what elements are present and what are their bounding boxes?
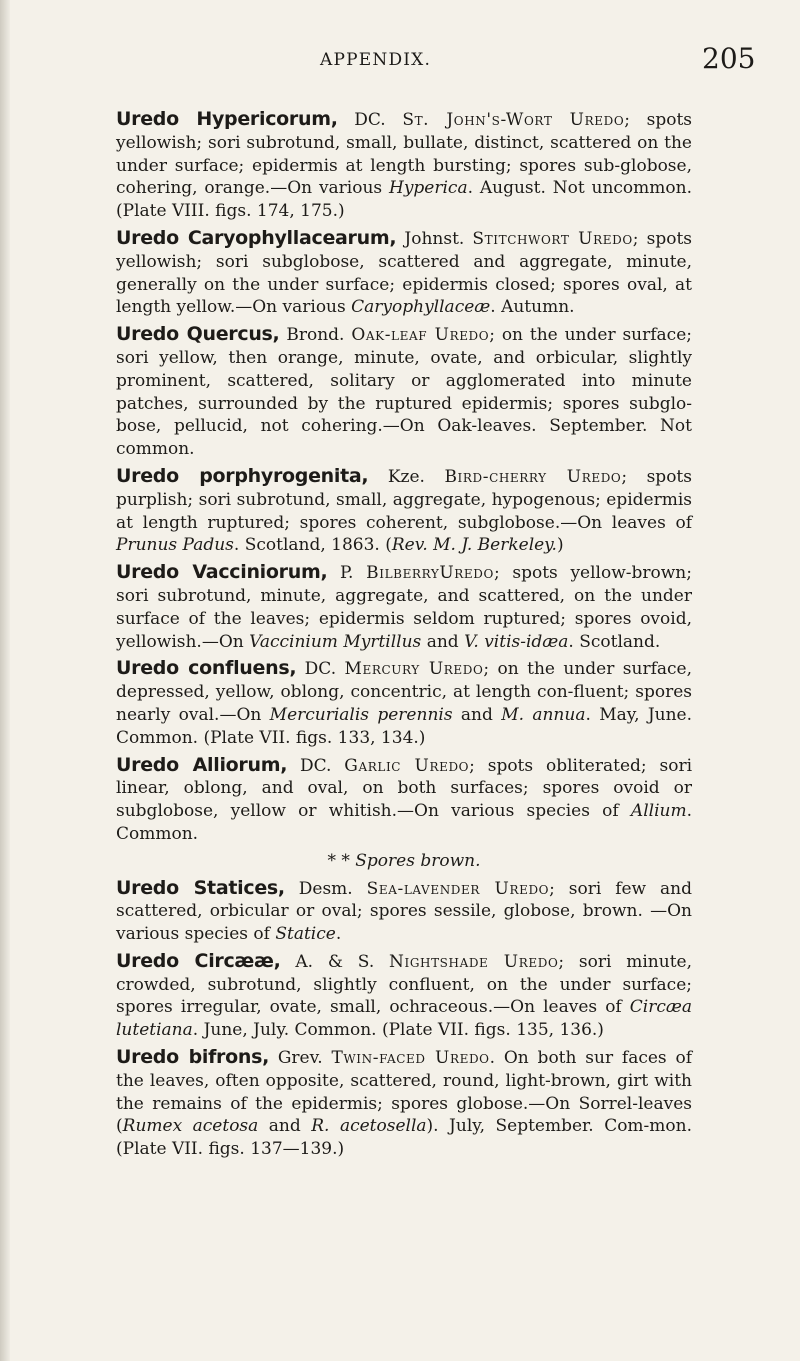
page-header <box>0 42 800 82</box>
authority: Desm. <box>284 878 367 899</box>
entry-uredo-porphyrogenita <box>116 465 692 557</box>
species-name: Uredo Caryophyllacearum, <box>116 226 397 249</box>
authority: Brond. <box>279 325 352 346</box>
common-name: Garlic Uredo <box>344 755 470 776</box>
description: . On both sur faces of the leaves, often opposite, scattered, round, light-brown, girt with the remains of the epidermis; spores globose.—On Sorrel-leaves ( <box>116 1048 692 1137</box>
entry-uredo-quercus <box>116 323 692 461</box>
common-name: Stitchwort Uredo <box>472 228 633 249</box>
description: ; spots yellow-brown; sori subrotund, minute, aggregate, and scattered, on the under surface of the leaves; epidermis seldom ruptured; spores ovoid, yellowish.—On <box>116 563 692 652</box>
common-name: Sea-lavender Uredo <box>366 878 550 899</box>
description-mid: and <box>452 704 502 725</box>
species-name: Uredo Alliorum, <box>116 753 288 776</box>
species-name: Uredo Circææ, <box>116 949 281 972</box>
host-name: Caryophyllaceæ <box>351 297 491 318</box>
page-body <box>116 108 692 1165</box>
description: ; spots purplish; sori subrotund, small, aggregate, hypogenous; epidermis at length ruptured; spores coherent, subglobose.—On leaves of <box>116 466 692 533</box>
host-name: Rumex acetosa <box>122 1116 259 1137</box>
description-tail: ). July, September. Com-mon. (Plate VII. figs. 137—139.) <box>116 1116 693 1160</box>
authority: P. <box>327 563 367 584</box>
citation: Rev. M. J. Berkeley. <box>391 535 557 556</box>
species-name: Uredo confluens, <box>116 657 297 680</box>
description: ; spots yellowish; sori subglobose, scattered and aggregate, minute, generally on the under surface; epidermis closed; spores oval, at length yellow.—On various <box>116 228 693 318</box>
entry-uredo-circaeae <box>116 950 692 1042</box>
page-gutter-shadow <box>0 0 10 1361</box>
host-name: Vaccinium Myrtillus <box>249 631 422 652</box>
description: ; spots yellowish; sori subrotund, small, bullate, distinct, scattered on the under surface; epidermis at length bursting; spores sub-globose, cohering, orange.—On various <box>116 110 693 199</box>
host-name-2: R. acetosella <box>311 1116 427 1137</box>
description-tail: . <box>335 924 342 945</box>
host-name: Allium <box>630 801 687 822</box>
species-name: Uredo Quercus, <box>116 323 280 346</box>
common-name: Twin-faced Uredo <box>331 1048 490 1069</box>
entry-uredo-alliorum <box>116 754 692 846</box>
authority: A. & S. <box>280 951 390 972</box>
common-name: Nightshade Uredo <box>389 951 559 972</box>
common-name: St. John's-Wort Uredo <box>402 110 625 130</box>
description-tail: . Autumn. <box>490 297 575 318</box>
species-name: Uredo porphyrogenita, <box>116 464 369 487</box>
entry-uredo-hypericorum <box>116 108 692 223</box>
common-name: BilberryUredo <box>366 563 494 584</box>
authority: Kze. <box>368 466 445 487</box>
species-name: Uredo Statices, <box>116 876 285 899</box>
host-name: Circæa lutetiana <box>116 997 692 1041</box>
species-name: Uredo bifrons, <box>116 1046 270 1069</box>
host-name-2: V. vitis-idæa <box>464 631 569 652</box>
authority: DC. <box>287 755 345 776</box>
species-name: Uredo Vacciniorum, <box>116 561 328 584</box>
section-subheading: * * Spores brown. <box>327 850 481 871</box>
description-tail: . Scotland. <box>568 631 661 652</box>
common-name: Oak-leaf Uredo <box>351 325 490 346</box>
description-mid: and <box>421 631 465 652</box>
host-name: Statice <box>275 924 336 945</box>
entry-uredo-statices <box>116 877 692 946</box>
page-number: 205 <box>702 42 756 75</box>
description-tail: . Common. <box>116 801 692 844</box>
entry-uredo-confluens <box>116 657 692 749</box>
description-tail: . May, June. Common. (Plate VII. figs. 133, 134.) <box>116 704 693 748</box>
description: ; sori few and scattered, orbicular or oval; spores sessile, globose, brown. —On various species of <box>116 878 692 945</box>
host-name: Mercurialis perennis <box>269 704 453 725</box>
description-mid: and <box>258 1116 312 1137</box>
host-name: Hyperica <box>389 178 468 199</box>
description-tail: . August. Not uncommon. (Plate VIII. figs. 174, 175.) <box>116 178 692 222</box>
species-name: Uredo Hypericorum, <box>116 108 338 130</box>
common-name: Mercury Uredo <box>344 659 484 680</box>
running-head: APPENDIX. <box>320 50 432 70</box>
entry-uredo-caryophyllacearum <box>116 227 692 319</box>
authority: DC. <box>296 659 345 680</box>
entry-uredo-bifrons <box>116 1046 692 1161</box>
authority: Johnst. <box>396 228 473 249</box>
host-name: Prunus Padus <box>116 535 234 556</box>
authority: DC. <box>337 110 403 130</box>
authority: Grev. <box>269 1048 332 1069</box>
host-name-2: M. annua <box>501 704 586 725</box>
description: ; spots obliterated; sori linear, oblong, and oval, on both surfaces; spores ovoid or subglobose, yellow or whitish.—On various species of <box>116 755 693 822</box>
description: ; on the under surface; sori yellow, then orange, minute, ovate, and orbicular, slightly prominent, scattered, solitary or agglomerated into minute patches, surrounded by the ruptured epidermis; spores subglo-bose, pellucid, not cohering.—On Oak-leaves. September. Not common. <box>116 325 692 460</box>
description-mid: . Scotland, 1863. ( <box>233 535 392 556</box>
description: ; on the under surface, depressed, yellow, oblong, concentric, at length con-fluent; spores nearly oval.—On <box>116 659 692 725</box>
description: ; sori minute, crowded, subrotund, slightly confluent, on the under surface; spores irregular, ovate, small, ochraceous.—On leaves of <box>116 951 692 1018</box>
description-tail: . June, July. Common. (Plate VII. figs. 135, 136.) <box>192 1020 604 1041</box>
common-name: Bird-cherry Uredo <box>444 466 622 487</box>
entry-uredo-vacciniorum <box>116 561 692 653</box>
description-tail: ) <box>556 535 564 556</box>
